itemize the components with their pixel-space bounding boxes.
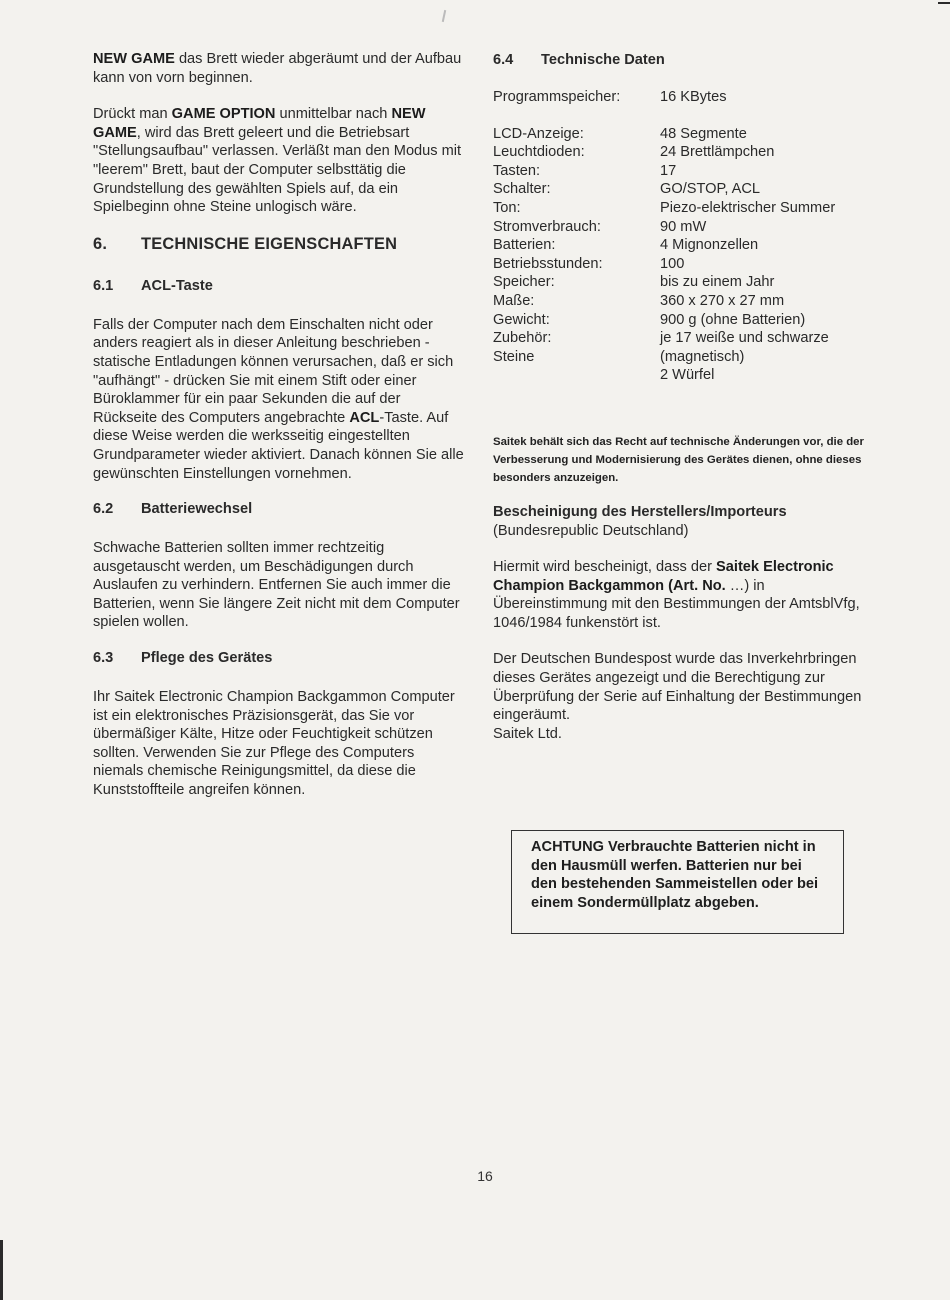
scan-edge-mark [0,1240,3,1300]
spec-row [493,255,878,274]
intro-text: das Brett wieder abgeräumt und der Aufbau kann von vorn beginnen. [93,51,462,86]
spec-label: Batterien: [493,237,556,254]
spec-label: Zubehör: [493,330,552,347]
section-title: TECHNISCHE EIGENSCHAFTEN [141,234,398,253]
subsection-heading [93,501,468,517]
spec-row [493,199,878,218]
scan-edge-mark [938,2,950,4]
spec-row [493,236,878,255]
company-name: Saitek Ltd. [493,725,562,742]
spec-value: 100 [660,255,685,272]
spec-value: GO/STOP, ACL [660,181,761,198]
option-text: unmittelbar nach [275,106,392,123]
spec-value: 90 mW [660,218,707,235]
certificate-subtitle: (Bundesrepublic Deutschland) [493,522,689,539]
acl-text: Falls der Computer nach dem Einschalten nicht oder anders reagiert als in dieser Anleitung beschrieben - statische Entladungen können verursachen, daß er sich "aufhängt" - drücken Sie mit einem Stift oder einer Büroklammer für ein paar Sekunden die auf der Rückseite des Computers angebrachte [93,316,454,426]
subsection-heading [93,278,468,294]
game-option-keyword: GAME OPTION [171,106,276,123]
subsection-title: Batteriewechsel [141,501,253,518]
subsection-title: Technische Daten [541,52,665,68]
spec-value: bis zu einem Jahr [660,274,775,291]
spec-value: 17 [660,162,677,179]
spec-list [493,125,878,385]
spec-row [493,366,878,385]
spec-row [493,348,878,367]
subsection-number: 6.1 [93,277,114,294]
spec-value: 48 Segmente [660,125,747,142]
spec-label: Programmspeicher: [493,89,621,105]
option-text: , wird das Brett geleert und die Betriebsart "Stellungsaufbau" verlassen. Verläßt man den Modus mit "leerem" Brett, baut der Computer selbsttätig die Grundstellung des gewählten Spiels auf, da ein Spielbeginn ohne Steine unlogisch wäre. [93,124,462,216]
scan-mark [442,10,446,22]
spec-value: (magnetisch) [660,348,745,365]
spec-row [493,292,878,311]
acl-text: -Taste. Auf diese Weise werden die werksseitig eingestellten Grundparameter wieder aktiviert. Danach können Sie alle gewünschten Einstellungen vornehmen. [93,409,464,482]
spec-row [493,273,878,292]
certificate-paragraph [493,558,878,632]
spec-label: Leuchtdioden: [493,144,585,161]
care-paragraph: Ihr Saitek Electronic Champion Backgammon Computer ist ein elektronisches Präzisionsgerät, das Sie vor übermäßiger Kälte, Hitze oder Feuchtigkeit schützen sollten. Verwenden Sie zur Pflege des Computers niemals chemische Reinigungsmittel, da diese die Kunststoffteile angreifen können. [93,689,455,799]
spec-value: 16 KBytes [660,89,727,105]
intro-paragraph [93,50,468,87]
warning-text: ACHTUNG Verbrauchte Batterien nicht in den Hausmüll werfen. Batterien nur bei den bestehenden Sammeistellen oder bei einem Sondermüllplatz abgeben. [531,839,819,911]
bundespost-paragraph: Der Deutschen Bundespost wurde das Inverkehrbringen dieses Gerätes angezeigt und die Berechtigung zur Überprüfung der Serie auf Einhaltung der Bestimmungen eingeräumt. [493,651,862,724]
spec-value: 4 Mignonzellen [660,237,759,254]
spec-label [493,366,660,385]
spec-label: Betriebsstunden: [493,255,603,272]
spec-row [493,218,878,237]
subsection-number: 6.3 [93,650,114,667]
new-game-keyword: NEW GAME [93,51,175,67]
option-text: Drückt man [93,106,172,123]
spec-row [493,143,878,162]
product-name: Saitek Electronic Champion Backgammon (Art. No. [493,559,834,594]
spec-row [493,180,878,199]
spec-label: Gewicht: [493,311,550,328]
spec-label: Stromverbrauch: [493,218,601,235]
subsection-heading [93,650,468,666]
subsection-number: 6.4 [493,52,514,68]
new-game-keyword: NEW GAME [93,106,426,141]
spec-value: 360 x 270 x 27 mm [660,292,785,309]
certificate-title: Bescheinigung des Herstellers/Importeurs [493,503,787,520]
acl-keyword: ACL [349,409,380,426]
subsection-number: 6.2 [93,501,114,518]
spec-label: Steine [493,348,535,365]
section-number: 6. [93,234,108,253]
warning-box [511,830,844,934]
spec-label: Maße: [493,292,535,309]
certificate-text: Hiermit wird bescheinigt, dass der [493,559,717,576]
spec-row [493,162,878,181]
spec-row [493,311,878,330]
right-column [493,50,878,743]
subsection-heading [493,52,878,68]
subsection-title: Pflege des Gerätes [141,650,273,667]
spec-row [493,125,878,144]
spacer [493,107,878,125]
acl-paragraph [93,316,468,483]
certificate-text: ) in Übereinstimmung mit den Bestimmungen der AmtsblVfg, 1046/1984 funkenstört ist. [493,577,860,631]
spec-row [493,329,878,348]
spec-value: Piezo-elektrischer Summer [660,199,836,216]
section-heading [93,235,468,254]
spec-row [493,88,878,107]
game-option-paragraph [93,105,468,217]
spec-label: Ton: [493,199,521,216]
battery-paragraph: Schwache Batterien sollten immer rechtzeitig ausgetauscht werden, um Beschädigungen durch Auslaufen zu verhindern. Entfernen Sie auch immer die Batterien, wenn Sie längere Zeit nicht mit dem Computer spielen wollen. [93,540,460,631]
article-number: … [729,577,745,594]
spec-value: 900 g (ohne Batterien) [660,311,806,328]
spec-label: LCD-Anzeige: [493,125,584,142]
spec-label: Speicher: [493,274,555,291]
spec-label: Tasten: [493,162,541,179]
change-notice: Saitek behält sich das Recht auf technische Änderungen vor, die der Verbesserung und Modernisierung des Gerätes dienen, ohne dieses besonders anzuzeigen. [493,435,864,484]
spec-label: Schalter: [493,181,551,198]
subsection-title: ACL-Taste [141,277,213,294]
spec-value: 24 Brettlämpchen [660,144,775,161]
spec-value: je 17 weiße und schwarze [660,330,829,347]
page-number: 16 [477,1168,493,1184]
spec-value: 2 Würfel [660,367,715,384]
left-column [93,50,468,818]
